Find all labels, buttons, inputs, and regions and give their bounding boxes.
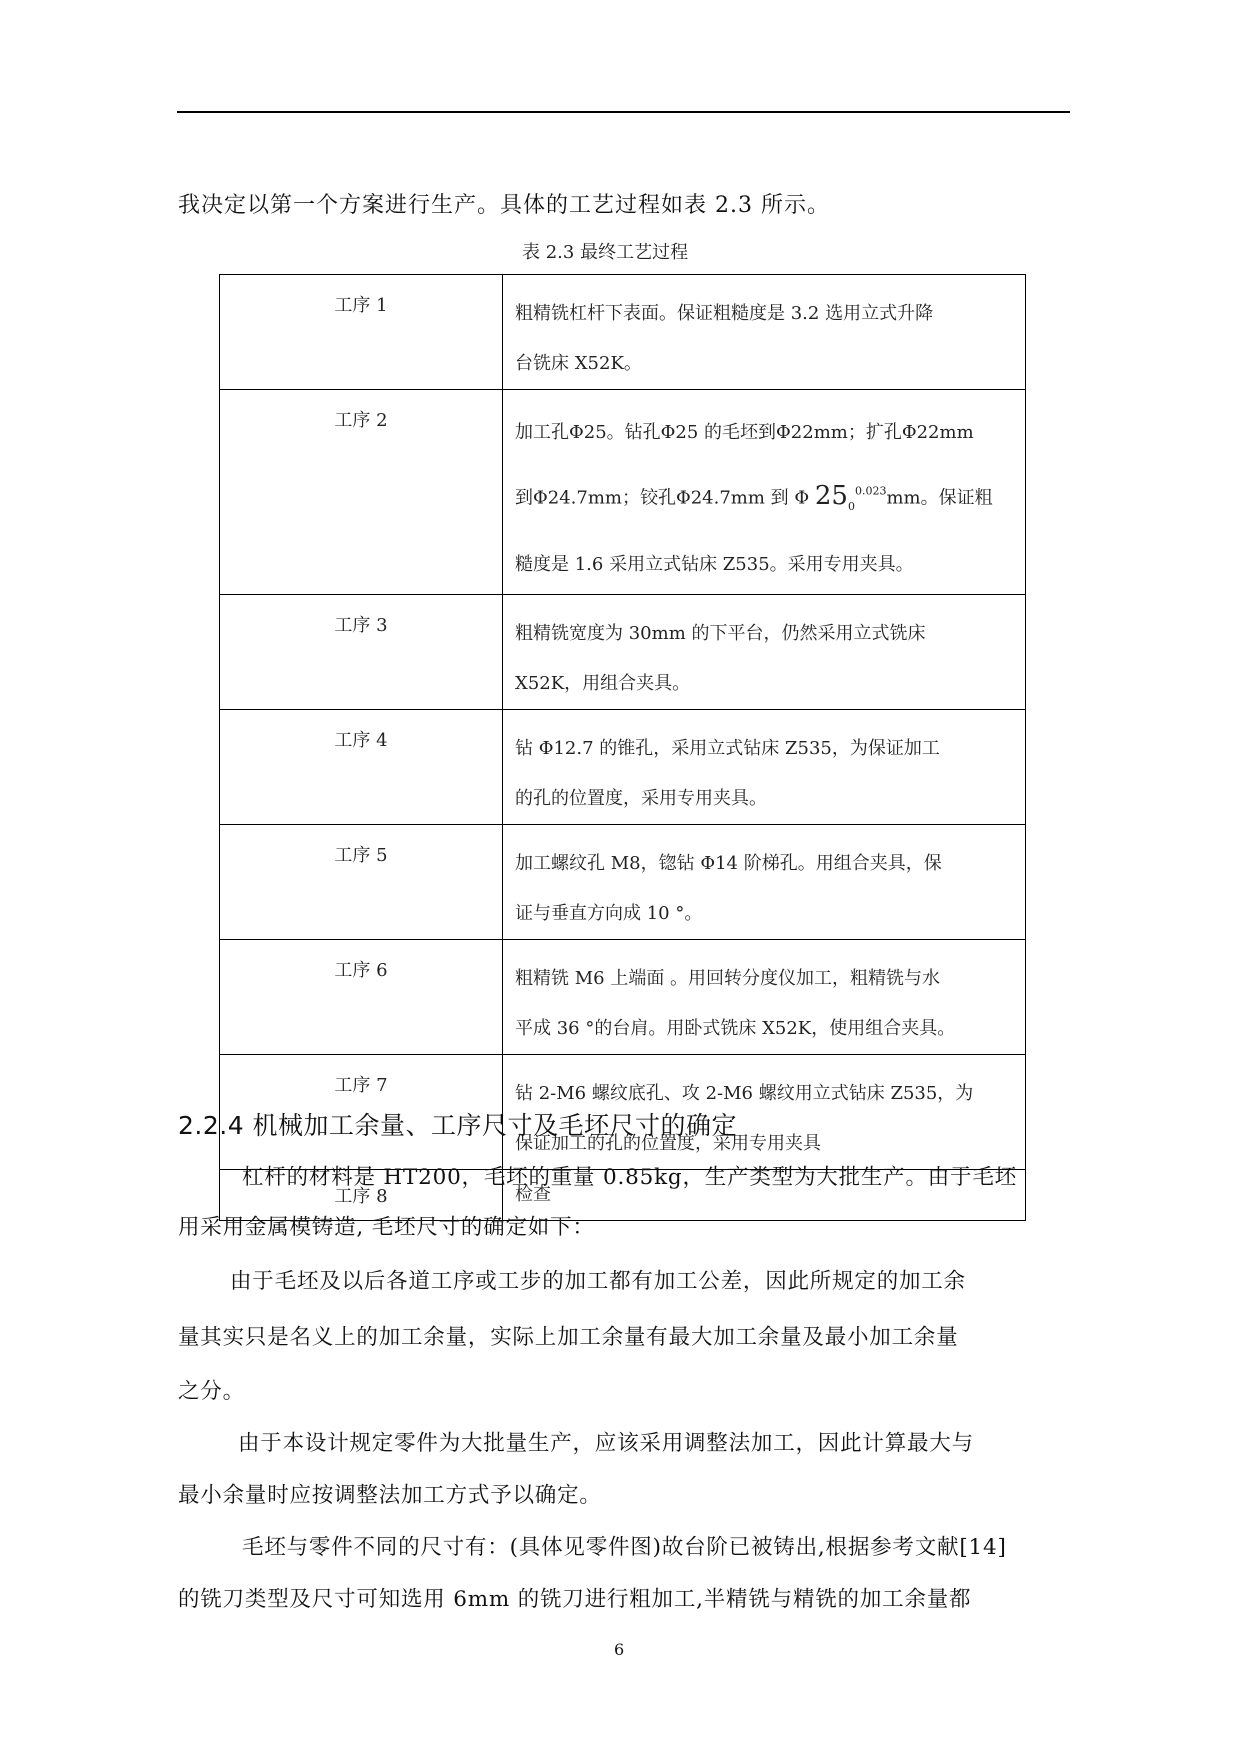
step-cell: 工序 2 (220, 390, 503, 595)
table-row (220, 709, 1026, 824)
table-caption: 表 2.3 最终工艺过程 (522, 242, 689, 263)
intro-sentence: 我决定以第一个方案进行生产。具体的工艺过程如表 2.3 所示。 (178, 193, 830, 218)
description-cell: 检查 (503, 1169, 1026, 1220)
step-cell: 工序 1 (220, 275, 503, 390)
step-cell: 工序 8 (220, 1169, 503, 1220)
body-paragraph-line: 由于本设计规定零件为大批量生产，应该采用调整法加工，因此计算最大与 (238, 1431, 974, 1456)
table-row (220, 594, 1026, 709)
description-cell: 粗精铣 M6 上端面 。用回转分度仪加工，粗精铣与水 平成 36 °的台肩。用卧式铣床 X52K，使用组合夹具。 (503, 939, 1026, 1054)
description-cell: 加工孔Φ25。钻孔Φ25 的毛坯到Φ22mm；扩孔Φ22mm 到Φ24.7mm；铰孔Φ24.7mm 到 Φ $25_0^{0.023}mm$。保证粗 糙度是 1.6 采用立式钻床 Z535。采用专用夹具。 (503, 390, 1026, 595)
table-row (220, 824, 1026, 939)
step-cell: 工序 3 (220, 594, 503, 709)
description-cell: 钻 2-M6 螺纹底孔、攻 2-M6 螺纹用立式钻床 Z535，为 保证加工的孔的位置度，采用专用夹具 (503, 1054, 1026, 1169)
step-cell: 工序 6 (220, 939, 503, 1054)
page-number: 6 (614, 1640, 625, 1659)
body-paragraph-line: 毛坯与零件不同的尺寸有：(具体见零件图)故台阶已被铸出,根据参考文献[14] (242, 1535, 1007, 1560)
step-cell: 工序 4 (220, 709, 503, 824)
description-cell: 粗精铣宽度为 30mm 的下平台，仍然采用立式铣床 X52K，用组合夹具。 (503, 594, 1026, 709)
table-row (220, 390, 1026, 595)
table-row (220, 275, 1026, 390)
body-paragraph-line: 由于毛坯及以后各道工序或工步的加工都有加工公差，因此所规定的加工余 (230, 1269, 966, 1294)
tolerance-dimension: $25_0^{0.023}$ (814, 480, 887, 513)
description-cell: 粗精铣杠杆下表面。保证粗糙度是 3.2 选用立式升降 台铣床 X52K。 (503, 275, 1026, 390)
body-paragraph-line: 之分。 (178, 1379, 245, 1404)
body-paragraph-line: 最小余量时应按调整法加工方式予以确定。 (178, 1483, 602, 1508)
step-cell: 工序 5 (220, 824, 503, 939)
header-rule (177, 111, 1070, 113)
body-paragraph-line: 的铣刀类型及尺寸可知选用 6mm 的铣刀进行粗加工,半精铣与精铣的加工余量都 (178, 1587, 972, 1612)
body-paragraph-line: 量其实只是名义上的加工余量，实际上加工余量有最大加工余量及最小加工余量 (178, 1325, 959, 1350)
description-cell: 钻 Φ12.7 的锥孔，采用立式钻床 Z535，为保证加工 的孔的位置度，采用专用夹具。 (503, 709, 1026, 824)
step-cell: 工序 7 (220, 1054, 503, 1169)
description-cell: 加工螺纹孔 M8，锪钻 Φ14 阶梯孔。用组合夹具，保 证与垂直方向成 10 °。 (503, 824, 1026, 939)
body-paragraph-line: 用采用金属模铸造, 毛坯尺寸的确定如下： (178, 1215, 595, 1240)
process-table (219, 274, 1026, 1221)
table-row (220, 939, 1026, 1054)
body-paragraph-line: 杠杆的材料是 HT200，毛坯的重量 0.85kg，生产类型为大批生产。由于毛坯 (242, 1165, 1017, 1190)
section-heading: 2.2.4 机械加工余量、工序尺寸及毛坯尺寸的确定 (178, 1111, 738, 1140)
